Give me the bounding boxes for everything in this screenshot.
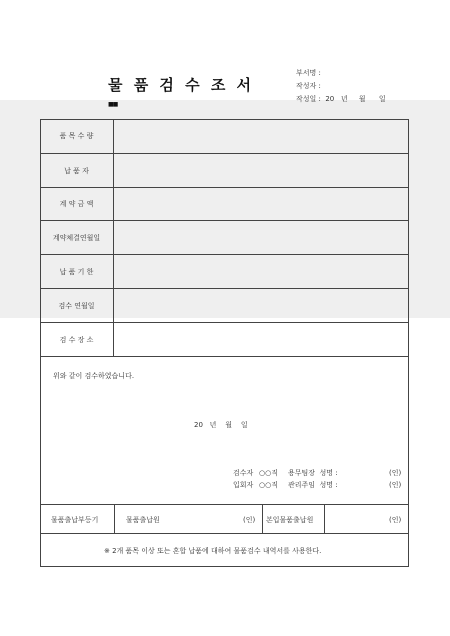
witness-role: 관리주임 성명 : [288, 481, 338, 489]
statement-date: 20 년 월 일 [194, 421, 248, 429]
property-clerk-seal: (인) [243, 516, 256, 524]
row-item-qty [40, 119, 409, 154]
row-label: 계 약 금 액 [40, 188, 114, 220]
witness-label: 입회자 [233, 481, 254, 489]
witness-seal: (인) [389, 481, 402, 489]
inspector-label: 검수자 [233, 469, 254, 477]
statement-text: 위와 같이 검수하였습니다. [53, 372, 135, 380]
title-mark: ■■ [108, 101, 118, 108]
row-label: 납 품 기 한 [40, 255, 114, 288]
row-label: 검수 연월일 [40, 289, 114, 322]
row-contract-date [40, 221, 409, 255]
inspector-seal: (인) [389, 469, 402, 477]
cell-divider [262, 505, 263, 534]
row-inspection-date [40, 289, 409, 323]
property-clerk-label: 물품출납원 [126, 516, 160, 524]
row-label: 납 품 자 [40, 154, 114, 187]
receiving-clerk-seal: (인) [389, 516, 402, 524]
row-supplier [40, 154, 409, 188]
receiving-clerk-label: 본입물품출납원 [266, 516, 314, 524]
cell-divider [114, 505, 115, 534]
row-inspection-place [40, 323, 409, 357]
row-label: 품 목 수 량 [40, 119, 114, 153]
row-delivery-deadline [40, 255, 409, 289]
ledger-register-label: 물품출납부등기 [51, 516, 99, 524]
document-title: 물 품 검 수 조 서 [108, 76, 255, 94]
dept-field: 부서명 : [296, 69, 321, 77]
date-field: 작성일 : 20 년 월 일 [296, 95, 386, 103]
row-label: 검 수 장 소 [40, 323, 114, 356]
inspector-rank: ○○직 [259, 469, 278, 477]
footnote: ※ 2개 품목 이상 또는 혼합 납품에 대하여 물품검수 내역서를 사용한다. [104, 547, 322, 555]
writer-field: 작성자 : [296, 82, 321, 90]
witness-rank: ○○직 [259, 481, 278, 489]
row-contract-amount [40, 188, 409, 221]
inspector-role: 용무팀장 성명 : [288, 469, 338, 477]
row-label: 계약체결연월일 [40, 221, 114, 254]
cell-divider [324, 505, 325, 534]
